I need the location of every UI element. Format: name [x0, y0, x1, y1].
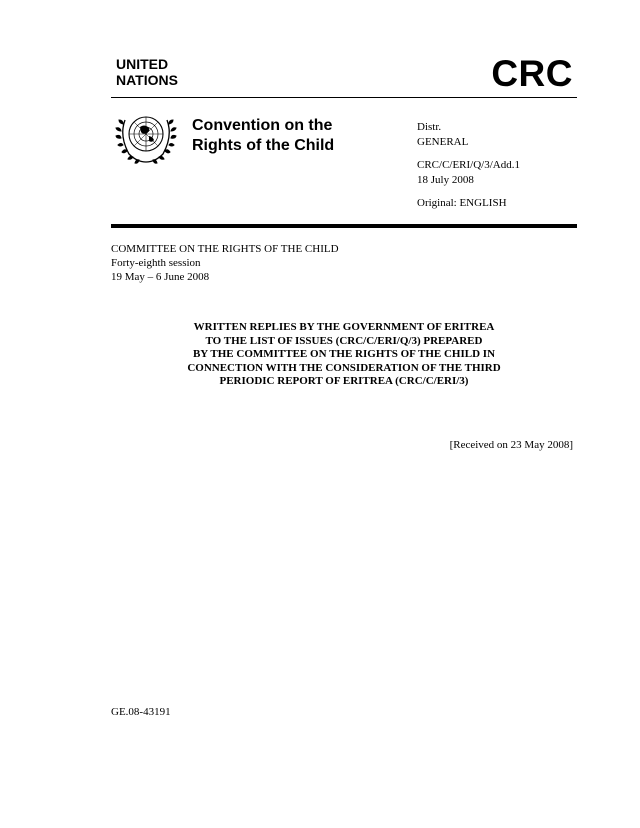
ge-number: GE.08-43191	[111, 706, 171, 718]
distr-label: Distr.	[417, 121, 442, 133]
header-divider	[111, 97, 577, 98]
org-line-1: UNITED	[116, 56, 169, 72]
distr-spacer	[417, 150, 520, 158]
convention-title	[192, 116, 334, 156]
document-series-symbol: CRC	[491, 53, 573, 94]
distribution-block	[417, 120, 520, 211]
document-symbol: CRC/C/ERI/Q/3/Add.1	[417, 159, 520, 171]
document-title	[111, 321, 577, 389]
un-emblem-icon	[115, 106, 177, 166]
title-line: CONNECTION WITH THE CONSIDERATION OF THE THIRD	[187, 361, 501, 374]
convention-title-line-1: Convention on the	[192, 117, 333, 134]
organization-name	[116, 56, 178, 88]
title-line: TO THE LIST OF ISSUES (CRC/C/ERI/Q/3) PREPARED	[205, 334, 483, 347]
committee-session: Forty-eighth session	[111, 257, 201, 269]
received-note: [Received on 23 May 2008]	[449, 439, 573, 451]
committee-dates: 19 May – 6 June 2008	[111, 271, 210, 283]
masthead-divider	[111, 224, 577, 228]
title-line: PERIODIC REPORT OF ERITREA (CRC/C/ERI/3)	[219, 375, 469, 387]
committee-name: COMMITTEE ON THE RIGHTS OF THE CHILD	[111, 243, 339, 255]
title-line: WRITTEN REPLIES BY THE GOVERNMENT OF ERITREA	[193, 321, 495, 333]
distr-spacer	[417, 188, 520, 196]
org-line-2: NATIONS	[116, 72, 178, 88]
title-line: BY THE COMMITTEE ON THE RIGHTS OF THE CHILD IN	[192, 348, 496, 360]
convention-title-line-2: Rights of the Child	[192, 137, 335, 154]
distr-value: GENERAL	[417, 136, 469, 148]
original-language: Original: ENGLISH	[417, 197, 507, 209]
committee-block	[111, 242, 339, 284]
document-date: 18 July 2008	[417, 174, 474, 186]
